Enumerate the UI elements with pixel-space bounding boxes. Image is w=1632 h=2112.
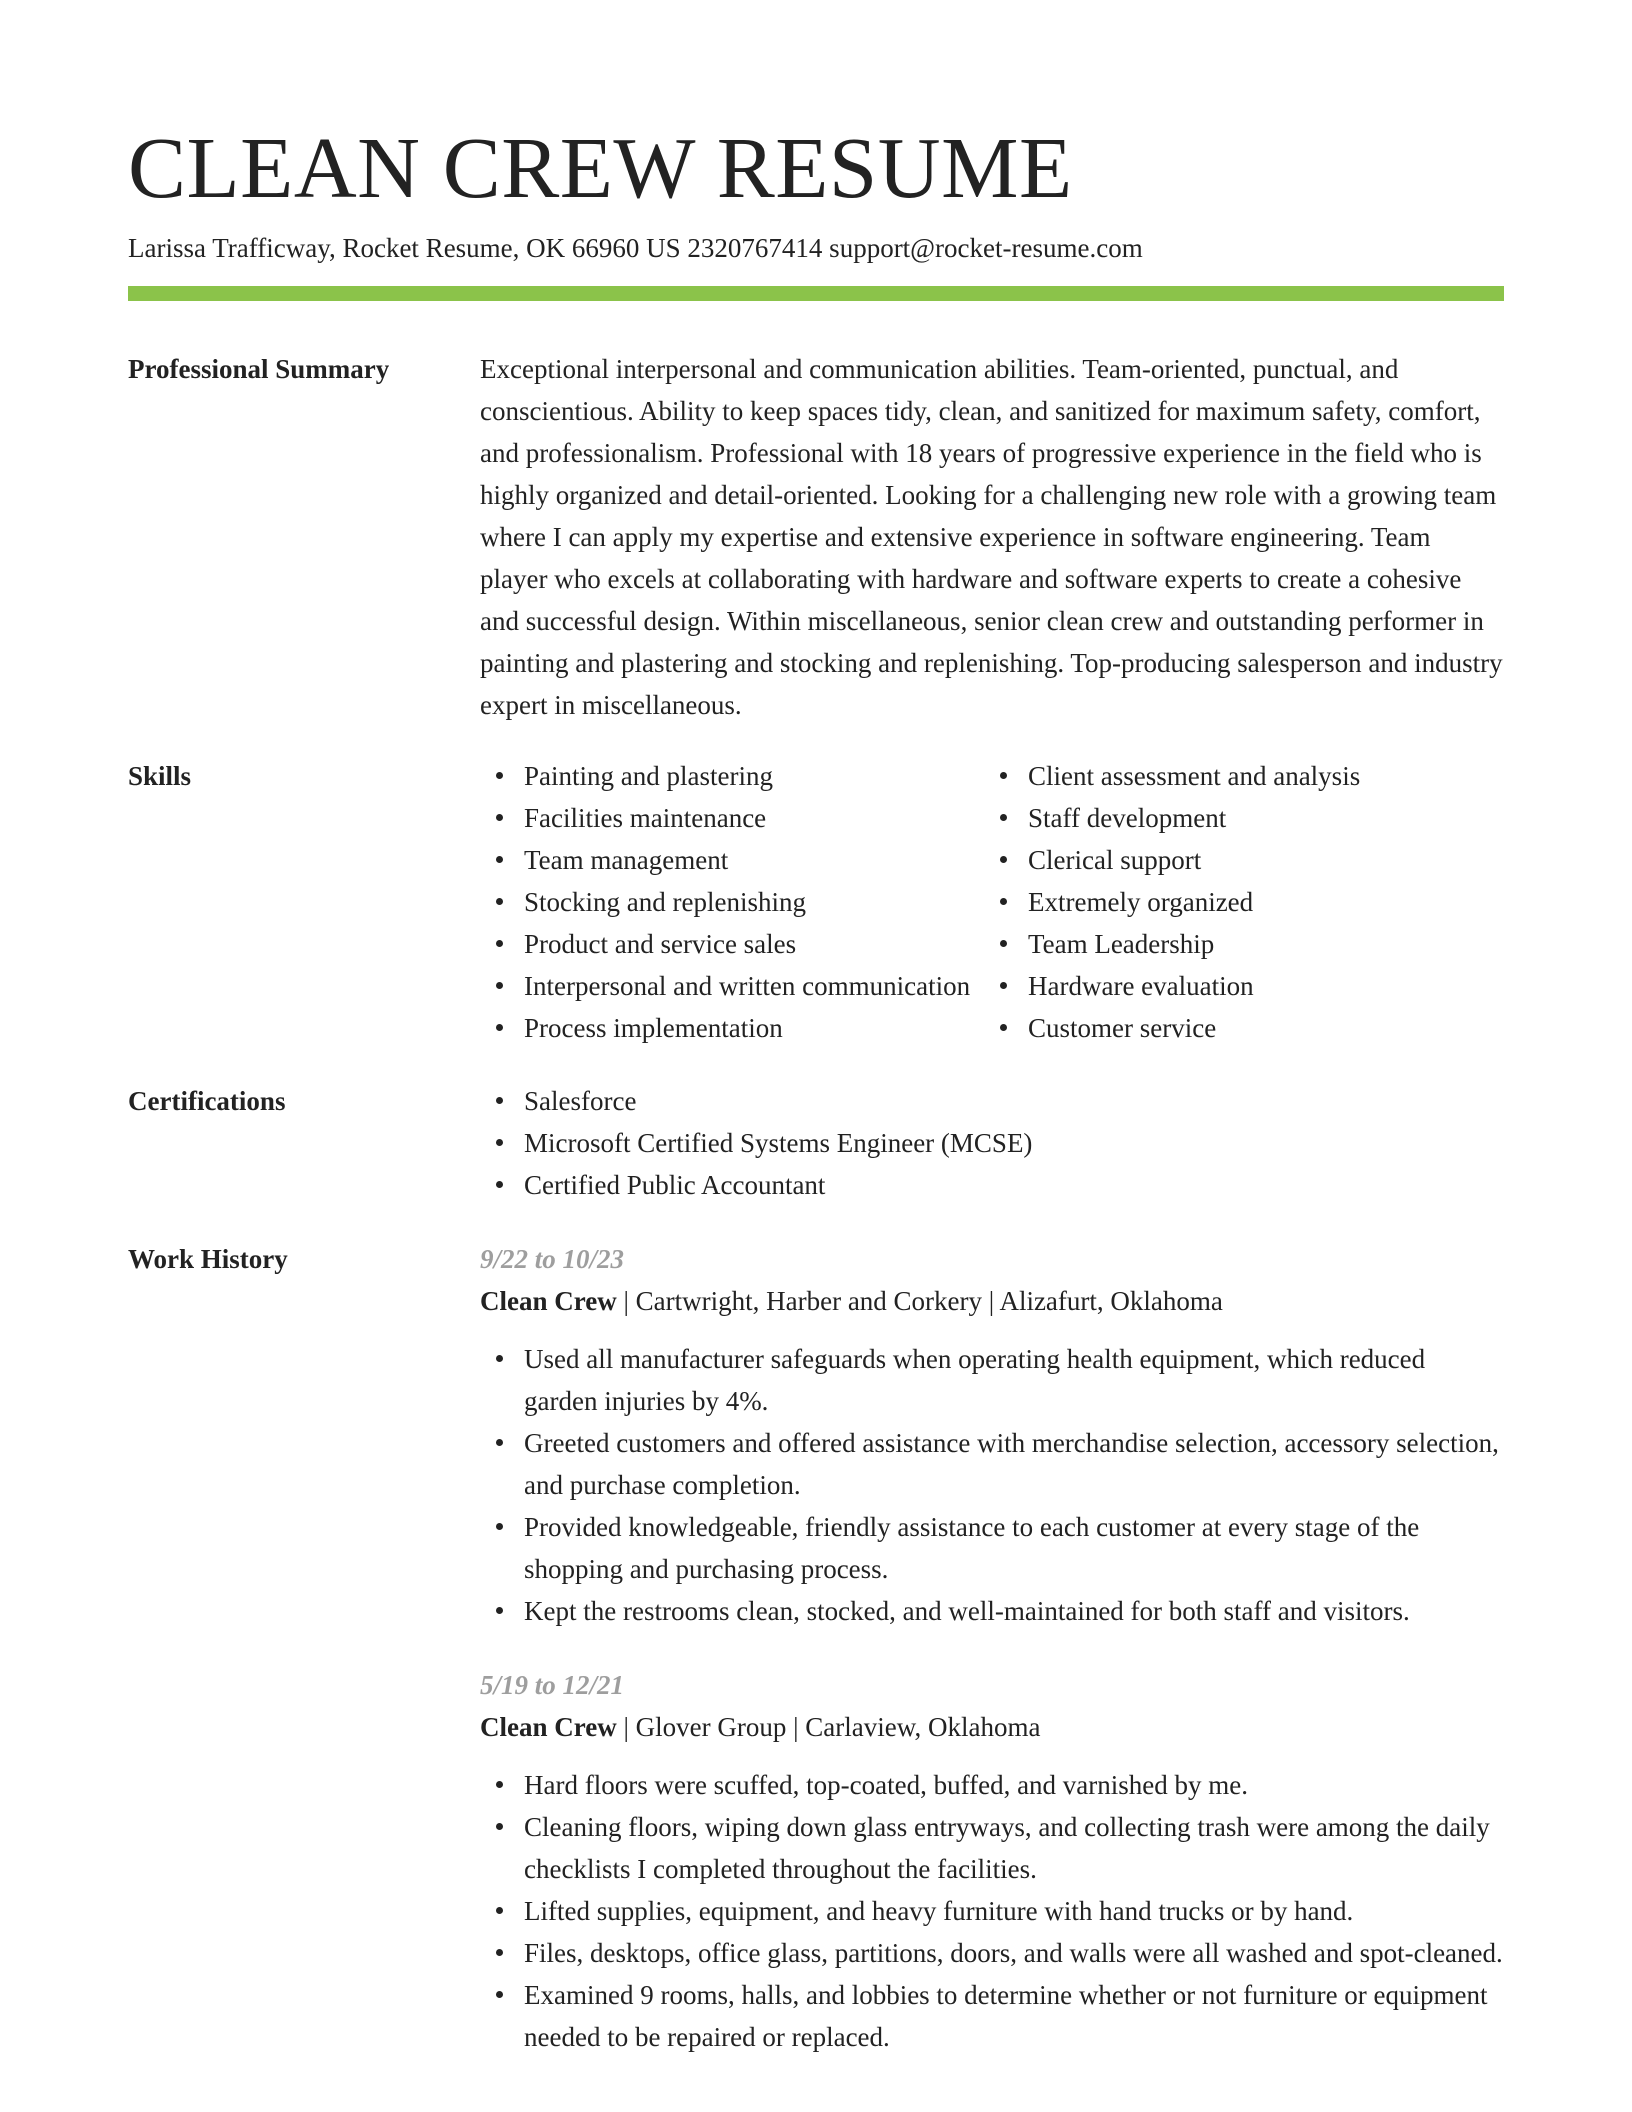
certifications-label: Certifications [128,1086,286,1116]
summary-text: Exceptional interpersonal and communication abilities. Team-oriented, punctual, and conscientious. Ability to keep spaces tidy, clean, and sanitized for maximum safety, comfort, and professionalism. Professional with 18 years of progressive experience in the field who is highly organized and detail-oriented. Looking for a challenging new role with a growing team where I can apply my expertise and extensive experience in software engineering. Team player who excels at collaborating with hardware and software experts to create a cohesive and successful design. Within miscellaneous, senior clean crew and outstanding performer in painting and plastering and stocking and replenishing. Top-producing salesperson and industry expert in miscellaneous. [480,354,1503,720]
job-bullet: Lifted supplies, equipment, and heavy furniture with hand trucks or by hand. [480,1890,1504,1932]
work-history-label: Work History [128,1244,288,1274]
job-entry [480,1664,1504,2058]
skill-item: Stocking and replenishing [480,881,990,923]
skills-list-left [480,755,990,1049]
job-bullet: Used all manufacturer safeguards when operating health equipment, which reduced garden injuries by 4%. [480,1338,1504,1422]
job-employer-location: | Glover Group | Carlaview, Oklahoma [616,1712,1041,1742]
certification-item: Microsoft Certified Systems Engineer (MCSE) [480,1122,1504,1164]
job-title-line [480,1280,1504,1322]
skills-label: Skills [128,761,192,791]
job-dates: 5/19 to 12/21 [480,1670,625,1700]
job-role: Clean Crew [480,1712,617,1742]
job-bullet: Hard floors were scuffed, top-coated, buffed, and varnished by me. [480,1764,1504,1806]
job-bullets [480,1338,1504,1632]
header-accent-rule [128,286,1504,301]
job-bullet: Kept the restrooms clean, stocked, and well-maintained for both staff and visitors. [480,1590,1504,1632]
job-title-line [480,1706,1504,1748]
skill-item: Staff development [984,797,1494,839]
skill-item: Product and service sales [480,923,990,965]
skill-item: Client assessment and analysis [984,755,1494,797]
job-role: Clean Crew [480,1286,617,1316]
summary-label: Professional Summary [128,354,390,384]
job-dates: 9/22 to 10/23 [480,1244,625,1274]
certification-item: Salesforce [480,1080,1504,1122]
skill-item: Team Leadership [984,923,1494,965]
job-bullet: Greeted customers and offered assistance with merchandise selection, accessory selection, and purchase completion. [480,1422,1504,1506]
job-employer-location: | Cartwright, Harber and Corkery | Alizafurt, Oklahoma [616,1286,1223,1316]
skill-item: Customer service [984,1007,1494,1049]
job-entry [480,1238,1504,1632]
skill-item: Extremely organized [984,881,1494,923]
skill-item: Clerical support [984,839,1494,881]
certification-item: Certified Public Accountant [480,1164,1504,1206]
certifications-body [480,1080,1504,1206]
job-bullet: Cleaning floors, wiping down glass entryways, and collecting trash were among the daily checklists I completed throughout the facilities. [480,1806,1504,1890]
contact-line: Larissa Trafficway, Rocket Resume, OK 66960 US 2320767414 support@rocket-resume.com [128,233,1143,263]
skills-list-right [984,755,1494,1049]
job-bullet: Examined 9 rooms, halls, and lobbies to determine whether or not furniture or equipment needed to be repaired or replaced. [480,1974,1504,2058]
job-bullets [480,1764,1504,2058]
skill-item: Facilities maintenance [480,797,990,839]
skill-item: Team management [480,839,990,881]
work-history-body [480,1238,1504,2058]
job-bullet: Provided knowledgeable, friendly assistance to each customer at every stage of the shopping and purchasing process. [480,1506,1504,1590]
job-bullet: Files, desktops, office glass, partitions, doors, and walls were all washed and spot-cleaned. [480,1932,1504,1974]
skill-item: Painting and plastering [480,755,990,797]
skill-item: Hardware evaluation [984,965,1494,1007]
resume-title: CLEAN CREW RESUME [128,119,1073,216]
summary-body [480,348,1504,726]
skill-item: Process implementation [480,1007,990,1049]
skill-item: Interpersonal and written communication [480,965,990,1007]
certifications-list [480,1080,1504,1206]
